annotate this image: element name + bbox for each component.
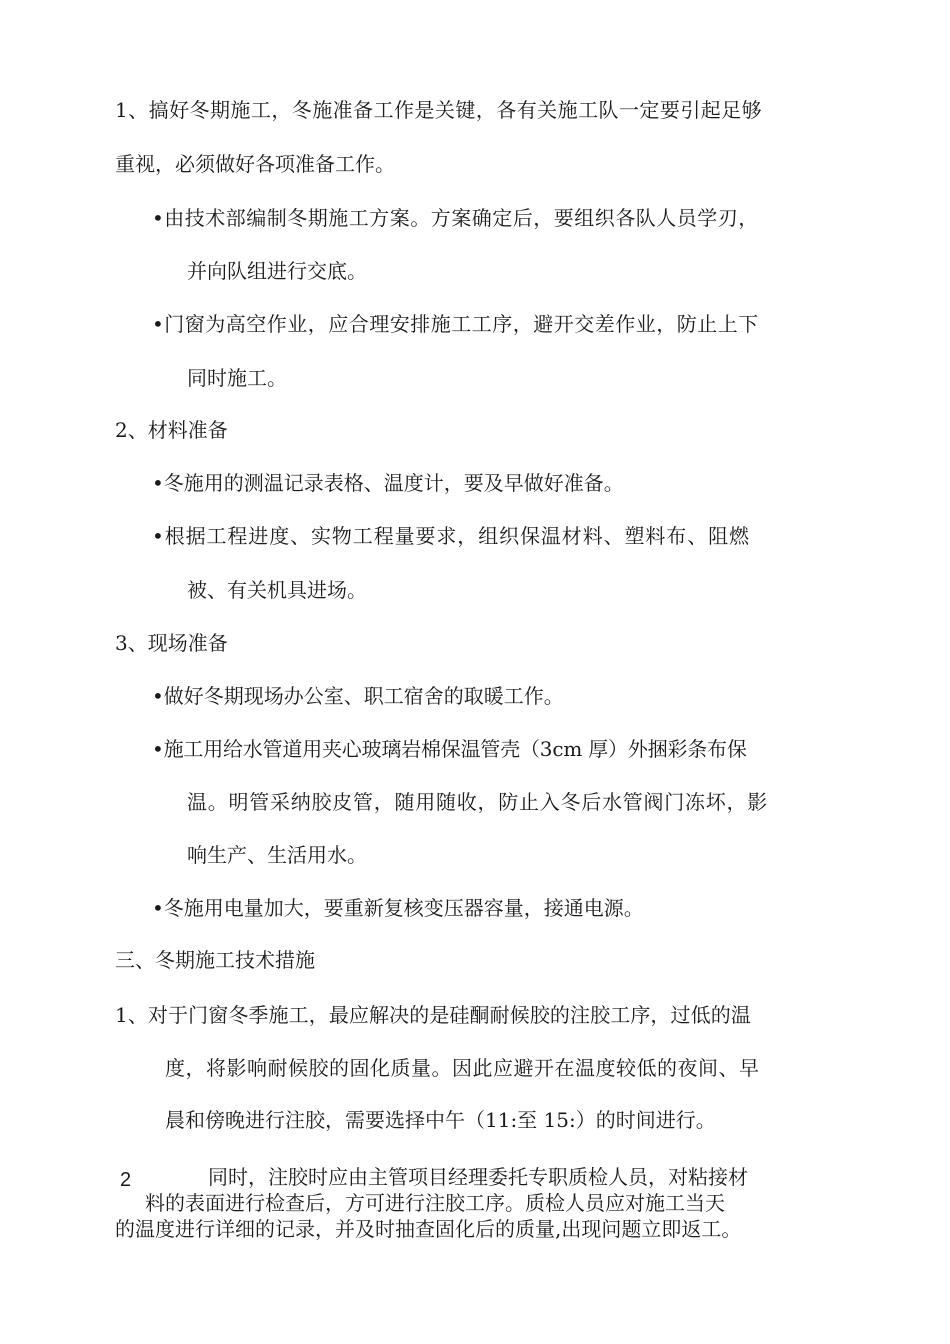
- para-1-line-1: 1、搞好冬期施工，冬施准备工作是关键，各有关施工队一定要引起足够: [115, 98, 763, 122]
- bullet-2-line-2: 同时施工。: [187, 366, 287, 390]
- para-3-line-2: 度，将影响耐候胶的固化质量。因此应避开在温度较低的夜间、早: [165, 1056, 760, 1080]
- bullet-3-line-1: •冬施用的测温记录表格、温度计，要及早做好准备。: [152, 471, 624, 495]
- para-4-number: 2: [120, 1169, 132, 1191]
- bullet-5-line-1: •做好冬期现场办公室、职工宿舍的取暖工作。: [152, 684, 564, 708]
- para-3-line-1: 1、对于门窗冬季施工，最应解决的是硅酮耐候胶的注胶工序，过低的温: [115, 1003, 751, 1027]
- heading-site: 3、现场准备: [115, 631, 228, 655]
- para-4-line-1: 同时，注胶时应由主管项目经理委托专职质检人员，对粘接材: [208, 1165, 748, 1189]
- bullet-4-line-1: •根据工程进度、实物工程量要求，组织保温材料、塑料布、阻燃: [152, 524, 750, 548]
- bullet-1-line-2: 并向队组进行交底。: [187, 259, 367, 283]
- heading-materials: 2、材料准备: [115, 418, 228, 442]
- bullet-6-line-1: •施工用给水管道用夹心玻璃岩棉保温管壳（3cm 厚）外捆彩条布保: [152, 737, 747, 761]
- section-heading-3: 三、冬期施工技术措施: [115, 948, 315, 972]
- para-4-line-3: 的温度进行详细的记录，并及时抽查固化后的质量,出现问题立即返工。: [115, 1217, 742, 1241]
- para-4-line-2: 料的表面进行检查后，方可进行注胶工序。质检人员应对施工当天: [145, 1191, 725, 1215]
- bullet-1-line-1: •由技术部编制冬期施工方案。方案确定后，要组织各队人员学刃，: [152, 206, 759, 230]
- bullet-2-line-1: •门窗为高空作业，应合理安排施工工序，避开交差作业，防止上下: [152, 312, 759, 336]
- bullet-4-line-2: 被、有关机具进场。: [187, 578, 367, 602]
- para-1-line-2: 重视，必须做好各项准备工作。: [115, 152, 395, 176]
- bullet-6-line-2: 温。明管采纳胶皮管，随用随收，防止入冬后水管阀门冻坏，影: [187, 790, 768, 814]
- bullet-7-line-1: •冬施用电量加大，要重新复核变压器容量，接通电源。: [152, 896, 644, 920]
- bullet-6-line-3: 响生产、生活用水。: [187, 843, 367, 867]
- para-3-line-3: 晨和傍晚进行注胶，需要选择中午（11:至 15:）的时间进行。: [165, 1108, 716, 1132]
